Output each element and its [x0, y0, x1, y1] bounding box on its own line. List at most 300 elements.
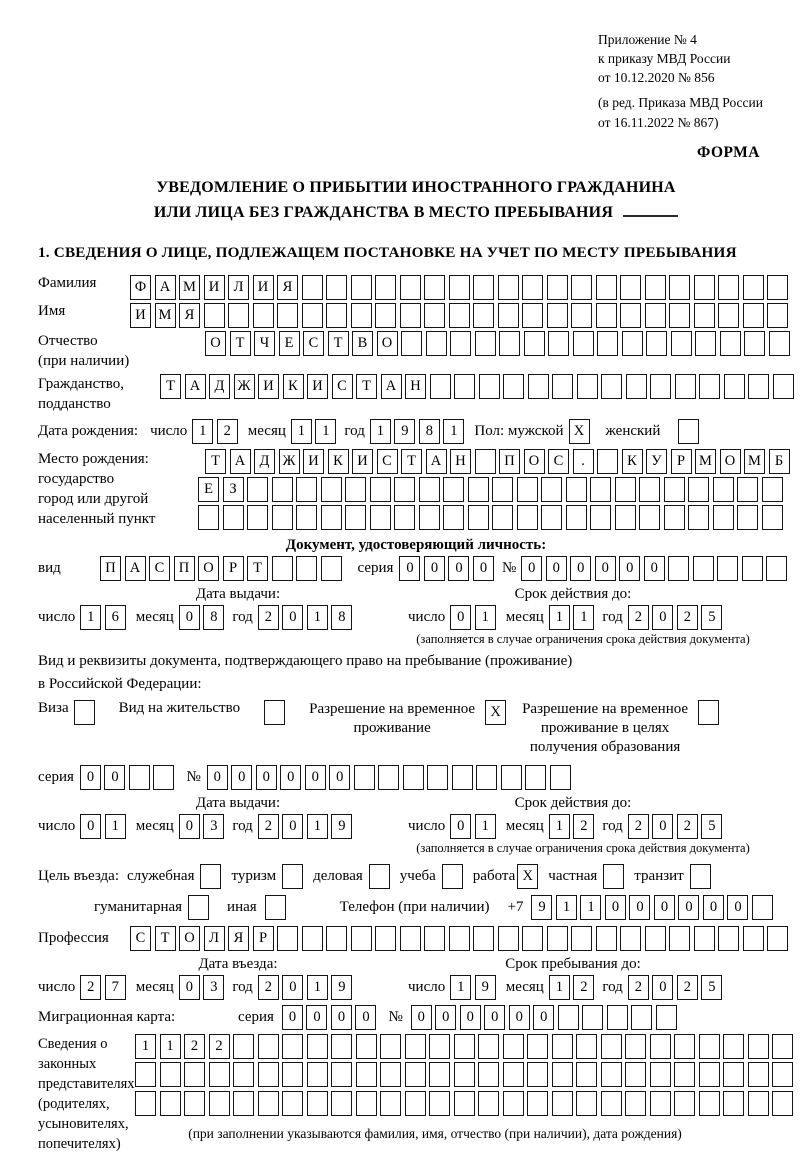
- char-cell[interactable]: [307, 1034, 328, 1059]
- char-cell[interactable]: [468, 477, 489, 502]
- char-cell[interactable]: [767, 926, 788, 951]
- char-cell[interactable]: [620, 926, 641, 951]
- char-cell[interactable]: [582, 1005, 603, 1030]
- char-cell[interactable]: [503, 374, 524, 399]
- char-cell[interactable]: [427, 765, 448, 790]
- char-cell[interactable]: [769, 331, 790, 356]
- char-cell[interactable]: 2: [628, 814, 649, 839]
- char-cell[interactable]: 2: [258, 605, 279, 630]
- char-cell[interactable]: [475, 449, 496, 474]
- char-cell[interactable]: [743, 303, 764, 328]
- char-cell[interactable]: П: [100, 556, 121, 581]
- char-cell[interactable]: 0: [546, 556, 567, 581]
- char-cell[interactable]: [674, 1091, 695, 1116]
- char-cell[interactable]: 1: [80, 605, 101, 630]
- char-cell[interactable]: 1: [307, 975, 328, 1000]
- char-cell[interactable]: С: [548, 449, 569, 474]
- char-cell[interactable]: [517, 505, 538, 530]
- char-cell[interactable]: [695, 331, 716, 356]
- char-cell[interactable]: А: [125, 556, 146, 581]
- char-cell[interactable]: [650, 1062, 671, 1087]
- char-cell[interactable]: 0: [282, 814, 303, 839]
- char-cell[interactable]: Т: [356, 374, 377, 399]
- char-cell[interactable]: [129, 765, 150, 790]
- char-cell[interactable]: 5: [701, 814, 722, 839]
- char-cell[interactable]: [694, 926, 715, 951]
- char-cell[interactable]: [479, 374, 500, 399]
- char-cell[interactable]: 0: [448, 556, 469, 581]
- char-cell[interactable]: [590, 505, 611, 530]
- char-cell[interactable]: [699, 1062, 720, 1087]
- char-cell[interactable]: 8: [331, 605, 352, 630]
- char-cell[interactable]: 1: [549, 605, 570, 630]
- char-cell[interactable]: 9: [531, 895, 552, 920]
- char-cell[interactable]: [419, 505, 440, 530]
- char-cell[interactable]: 9: [394, 419, 415, 444]
- char-cell[interactable]: [356, 1062, 377, 1087]
- char-cell[interactable]: 0: [484, 1005, 505, 1030]
- char-cell[interactable]: Я: [179, 303, 200, 328]
- char-cell[interactable]: [742, 556, 763, 581]
- char-cell[interactable]: [478, 1062, 499, 1087]
- char-cell[interactable]: [748, 1091, 769, 1116]
- char-cell[interactable]: 0: [424, 556, 445, 581]
- char-cell[interactable]: 0: [521, 556, 542, 581]
- char-cell[interactable]: [331, 1034, 352, 1059]
- char-cell[interactable]: [639, 477, 660, 502]
- char-cell[interactable]: О: [524, 449, 545, 474]
- char-cell[interactable]: [200, 864, 221, 889]
- char-cell[interactable]: [498, 275, 519, 300]
- char-cell[interactable]: Т: [401, 449, 422, 474]
- char-cell[interactable]: [548, 331, 569, 356]
- char-cell[interactable]: [378, 765, 399, 790]
- char-cell[interactable]: 0: [104, 765, 125, 790]
- char-cell[interactable]: [356, 1034, 377, 1059]
- char-cell[interactable]: [345, 505, 366, 530]
- char-cell[interactable]: К: [622, 449, 643, 474]
- char-cell[interactable]: [693, 556, 714, 581]
- char-cell[interactable]: [517, 477, 538, 502]
- char-cell[interactable]: [326, 303, 347, 328]
- char-cell[interactable]: М: [155, 303, 176, 328]
- char-cell[interactable]: 0: [652, 814, 673, 839]
- char-cell[interactable]: 2: [258, 814, 279, 839]
- char-cell[interactable]: Ж: [234, 374, 255, 399]
- char-cell[interactable]: [405, 1091, 426, 1116]
- char-cell[interactable]: [247, 505, 268, 530]
- char-cell[interactable]: 1: [135, 1034, 156, 1059]
- char-cell[interactable]: [743, 275, 764, 300]
- char-cell[interactable]: [522, 926, 543, 951]
- char-cell[interactable]: 0: [280, 765, 301, 790]
- char-cell[interactable]: [233, 1091, 254, 1116]
- char-cell[interactable]: 1: [105, 814, 126, 839]
- char-cell[interactable]: Т: [328, 331, 349, 356]
- char-cell[interactable]: [674, 1062, 695, 1087]
- char-cell[interactable]: [713, 505, 734, 530]
- char-cell[interactable]: 9: [331, 814, 352, 839]
- char-cell[interactable]: [724, 374, 745, 399]
- char-cell[interactable]: 1: [450, 975, 471, 1000]
- char-cell[interactable]: [452, 765, 473, 790]
- char-cell[interactable]: 0: [305, 765, 326, 790]
- char-cell[interactable]: [772, 1091, 793, 1116]
- char-cell[interactable]: [498, 926, 519, 951]
- char-cell[interactable]: М: [179, 275, 200, 300]
- char-cell[interactable]: [326, 275, 347, 300]
- char-cell[interactable]: 0: [652, 605, 673, 630]
- char-cell[interactable]: X: [485, 700, 506, 725]
- char-cell[interactable]: [405, 1034, 426, 1059]
- char-cell[interactable]: О: [179, 926, 200, 951]
- char-cell[interactable]: [454, 1091, 475, 1116]
- char-cell[interactable]: [566, 477, 587, 502]
- char-cell[interactable]: [571, 275, 592, 300]
- char-cell[interactable]: [253, 303, 274, 328]
- char-cell[interactable]: [380, 1034, 401, 1059]
- char-cell[interactable]: [547, 926, 568, 951]
- char-cell[interactable]: [370, 505, 391, 530]
- char-cell[interactable]: М: [744, 449, 765, 474]
- char-cell[interactable]: Е: [198, 477, 219, 502]
- char-cell[interactable]: [403, 765, 424, 790]
- char-cell[interactable]: [302, 926, 323, 951]
- char-cell[interactable]: Т: [155, 926, 176, 951]
- char-cell[interactable]: 1: [307, 814, 328, 839]
- char-cell[interactable]: [223, 505, 244, 530]
- char-cell[interactable]: [601, 1091, 622, 1116]
- char-cell[interactable]: [258, 1034, 279, 1059]
- char-cell[interactable]: 1: [549, 814, 570, 839]
- char-cell[interactable]: X: [517, 864, 538, 889]
- char-cell[interactable]: 2: [628, 605, 649, 630]
- char-cell[interactable]: С: [332, 374, 353, 399]
- char-cell[interactable]: [664, 505, 685, 530]
- char-cell[interactable]: [576, 1091, 597, 1116]
- char-cell[interactable]: [424, 275, 445, 300]
- char-cell[interactable]: [503, 1062, 524, 1087]
- char-cell[interactable]: [694, 303, 715, 328]
- char-cell[interactable]: [675, 374, 696, 399]
- char-cell[interactable]: Н: [405, 374, 426, 399]
- char-cell[interactable]: [369, 864, 390, 889]
- char-cell[interactable]: А: [381, 374, 402, 399]
- char-cell[interactable]: [688, 477, 709, 502]
- char-cell[interactable]: [650, 374, 671, 399]
- char-cell[interactable]: [405, 1062, 426, 1087]
- char-cell[interactable]: 6: [105, 605, 126, 630]
- char-cell[interactable]: [620, 275, 641, 300]
- char-cell[interactable]: [160, 1091, 181, 1116]
- char-cell[interactable]: [590, 477, 611, 502]
- char-cell[interactable]: 1: [573, 605, 594, 630]
- char-cell[interactable]: 1: [556, 895, 577, 920]
- char-cell[interactable]: [571, 926, 592, 951]
- char-cell[interactable]: [748, 374, 769, 399]
- char-cell[interactable]: В: [352, 331, 373, 356]
- char-cell[interactable]: [296, 556, 317, 581]
- char-cell[interactable]: [282, 1034, 303, 1059]
- char-cell[interactable]: [625, 1062, 646, 1087]
- char-cell[interactable]: 2: [258, 975, 279, 1000]
- char-cell[interactable]: [631, 1005, 652, 1030]
- char-cell[interactable]: [694, 275, 715, 300]
- char-cell[interactable]: [671, 331, 692, 356]
- char-cell[interactable]: [331, 1091, 352, 1116]
- char-cell[interactable]: [307, 1062, 328, 1087]
- char-cell[interactable]: [233, 1034, 254, 1059]
- char-cell[interactable]: [265, 895, 286, 920]
- char-cell[interactable]: [492, 505, 513, 530]
- char-cell[interactable]: 1: [315, 419, 336, 444]
- char-cell[interactable]: [492, 477, 513, 502]
- char-cell[interactable]: [498, 303, 519, 328]
- char-cell[interactable]: 2: [184, 1034, 205, 1059]
- char-cell[interactable]: [576, 1034, 597, 1059]
- char-cell[interactable]: 2: [209, 1034, 230, 1059]
- char-cell[interactable]: [767, 275, 788, 300]
- char-cell[interactable]: 9: [331, 975, 352, 1000]
- char-cell[interactable]: Р: [253, 926, 274, 951]
- char-cell[interactable]: [375, 275, 396, 300]
- char-cell[interactable]: М: [695, 449, 716, 474]
- char-cell[interactable]: [723, 1062, 744, 1087]
- char-cell[interactable]: [625, 1091, 646, 1116]
- char-cell[interactable]: [596, 303, 617, 328]
- char-cell[interactable]: [135, 1091, 156, 1116]
- char-cell[interactable]: [552, 1091, 573, 1116]
- char-cell[interactable]: [454, 1034, 475, 1059]
- char-cell[interactable]: [228, 303, 249, 328]
- char-cell[interactable]: [552, 1034, 573, 1059]
- char-cell[interactable]: 0: [652, 975, 673, 1000]
- char-cell[interactable]: [302, 275, 323, 300]
- char-cell[interactable]: 1: [370, 419, 391, 444]
- char-cell[interactable]: [650, 1034, 671, 1059]
- char-cell[interactable]: П: [499, 449, 520, 474]
- char-cell[interactable]: И: [130, 303, 151, 328]
- char-cell[interactable]: [135, 1062, 156, 1087]
- char-cell[interactable]: [547, 275, 568, 300]
- char-cell[interactable]: [499, 331, 520, 356]
- char-cell[interactable]: [424, 926, 445, 951]
- char-cell[interactable]: [160, 1062, 181, 1087]
- char-cell[interactable]: 1: [160, 1034, 181, 1059]
- char-cell[interactable]: П: [174, 556, 195, 581]
- char-cell[interactable]: [766, 556, 787, 581]
- char-cell[interactable]: [380, 1062, 401, 1087]
- char-cell[interactable]: Р: [671, 449, 692, 474]
- char-cell[interactable]: 8: [203, 605, 224, 630]
- char-cell[interactable]: [473, 275, 494, 300]
- char-cell[interactable]: [473, 303, 494, 328]
- char-cell[interactable]: [646, 331, 667, 356]
- char-cell[interactable]: [351, 926, 372, 951]
- char-cell[interactable]: [394, 477, 415, 502]
- char-cell[interactable]: [380, 1091, 401, 1116]
- char-cell[interactable]: [601, 1062, 622, 1087]
- char-cell[interactable]: [321, 477, 342, 502]
- char-cell[interactable]: 0: [179, 605, 200, 630]
- char-cell[interactable]: [718, 275, 739, 300]
- char-cell[interactable]: [209, 1062, 230, 1087]
- char-cell[interactable]: 0: [473, 556, 494, 581]
- char-cell[interactable]: 9: [475, 975, 496, 1000]
- char-cell[interactable]: [209, 1091, 230, 1116]
- char-cell[interactable]: 0: [435, 1005, 456, 1030]
- char-cell[interactable]: [656, 1005, 677, 1030]
- char-cell[interactable]: И: [303, 449, 324, 474]
- char-cell[interactable]: [503, 1091, 524, 1116]
- char-cell[interactable]: [601, 1034, 622, 1059]
- char-cell[interactable]: [430, 374, 451, 399]
- char-cell[interactable]: Т: [230, 331, 251, 356]
- char-cell[interactable]: И: [204, 275, 225, 300]
- char-cell[interactable]: О: [377, 331, 398, 356]
- char-cell[interactable]: [503, 1034, 524, 1059]
- char-cell[interactable]: [645, 275, 666, 300]
- char-cell[interactable]: [296, 505, 317, 530]
- char-cell[interactable]: 1: [192, 419, 213, 444]
- char-cell[interactable]: 1: [475, 605, 496, 630]
- char-cell[interactable]: 0: [231, 765, 252, 790]
- char-cell[interactable]: [541, 477, 562, 502]
- char-cell[interactable]: 1: [580, 895, 601, 920]
- char-cell[interactable]: 0: [727, 895, 748, 920]
- char-cell[interactable]: [478, 1091, 499, 1116]
- char-cell[interactable]: 0: [460, 1005, 481, 1030]
- char-cell[interactable]: [354, 765, 375, 790]
- char-cell[interactable]: 0: [256, 765, 277, 790]
- char-cell[interactable]: [678, 419, 699, 444]
- char-cell[interactable]: [522, 303, 543, 328]
- char-cell[interactable]: [566, 505, 587, 530]
- char-cell[interactable]: [527, 1091, 548, 1116]
- char-cell[interactable]: [639, 505, 660, 530]
- char-cell[interactable]: К: [328, 449, 349, 474]
- char-cell[interactable]: Р: [223, 556, 244, 581]
- char-cell[interactable]: [74, 700, 95, 725]
- char-cell[interactable]: 1: [307, 605, 328, 630]
- char-cell[interactable]: 5: [701, 975, 722, 1000]
- char-cell[interactable]: Ч: [254, 331, 275, 356]
- char-cell[interactable]: [525, 765, 546, 790]
- char-cell[interactable]: [473, 926, 494, 951]
- char-cell[interactable]: [626, 374, 647, 399]
- char-cell[interactable]: [699, 1034, 720, 1059]
- char-cell[interactable]: [450, 331, 471, 356]
- char-cell[interactable]: 0: [570, 556, 591, 581]
- char-cell[interactable]: 0: [605, 895, 626, 920]
- char-cell[interactable]: 0: [644, 556, 665, 581]
- char-cell[interactable]: [356, 1091, 377, 1116]
- char-cell[interactable]: [400, 275, 421, 300]
- char-cell[interactable]: [603, 864, 624, 889]
- char-cell[interactable]: [188, 895, 209, 920]
- char-cell[interactable]: [326, 926, 347, 951]
- char-cell[interactable]: [198, 505, 219, 530]
- char-cell[interactable]: А: [230, 449, 251, 474]
- char-cell[interactable]: [773, 374, 794, 399]
- char-cell[interactable]: [370, 477, 391, 502]
- char-cell[interactable]: [772, 1062, 793, 1087]
- char-cell[interactable]: [401, 331, 422, 356]
- char-cell[interactable]: [664, 477, 685, 502]
- char-cell[interactable]: Д: [254, 449, 275, 474]
- char-cell[interactable]: [443, 477, 464, 502]
- char-cell[interactable]: Н: [450, 449, 471, 474]
- char-cell[interactable]: [478, 1034, 499, 1059]
- char-cell[interactable]: [258, 1062, 279, 1087]
- char-cell[interactable]: [429, 1091, 450, 1116]
- char-cell[interactable]: [688, 505, 709, 530]
- char-cell[interactable]: [527, 1062, 548, 1087]
- char-cell[interactable]: [302, 303, 323, 328]
- char-cell[interactable]: 8: [419, 419, 440, 444]
- char-cell[interactable]: [645, 926, 666, 951]
- char-cell[interactable]: [282, 1062, 303, 1087]
- char-cell[interactable]: С: [149, 556, 170, 581]
- char-cell[interactable]: О: [198, 556, 219, 581]
- char-cell[interactable]: 0: [450, 605, 471, 630]
- char-cell[interactable]: [400, 926, 421, 951]
- char-cell[interactable]: Б: [769, 449, 790, 474]
- char-cell[interactable]: [625, 1034, 646, 1059]
- char-cell[interactable]: [596, 275, 617, 300]
- char-cell[interactable]: [762, 505, 783, 530]
- char-cell[interactable]: [718, 303, 739, 328]
- char-cell[interactable]: Д: [209, 374, 230, 399]
- char-cell[interactable]: 0: [207, 765, 228, 790]
- char-cell[interactable]: [429, 1034, 450, 1059]
- char-cell[interactable]: [419, 477, 440, 502]
- char-cell[interactable]: [717, 556, 738, 581]
- char-cell[interactable]: [669, 926, 690, 951]
- char-cell[interactable]: И: [258, 374, 279, 399]
- char-cell[interactable]: Л: [204, 926, 225, 951]
- char-cell[interactable]: [573, 331, 594, 356]
- char-cell[interactable]: 0: [399, 556, 420, 581]
- char-cell[interactable]: 0: [703, 895, 724, 920]
- char-cell[interactable]: [737, 477, 758, 502]
- char-cell[interactable]: [743, 926, 764, 951]
- char-cell[interactable]: З: [223, 477, 244, 502]
- char-cell[interactable]: [247, 477, 268, 502]
- char-cell[interactable]: [454, 1062, 475, 1087]
- char-cell[interactable]: [449, 303, 470, 328]
- char-cell[interactable]: [475, 331, 496, 356]
- char-cell[interactable]: [748, 1062, 769, 1087]
- char-cell[interactable]: [576, 1062, 597, 1087]
- char-cell[interactable]: 0: [329, 765, 350, 790]
- char-cell[interactable]: [400, 303, 421, 328]
- char-cell[interactable]: [669, 275, 690, 300]
- char-cell[interactable]: А: [155, 275, 176, 300]
- char-cell[interactable]: [752, 895, 773, 920]
- char-cell[interactable]: А: [185, 374, 206, 399]
- char-cell[interactable]: [272, 505, 293, 530]
- char-cell[interactable]: [723, 1034, 744, 1059]
- char-cell[interactable]: [233, 1062, 254, 1087]
- char-cell[interactable]: 2: [677, 814, 698, 839]
- char-cell[interactable]: А: [426, 449, 447, 474]
- char-cell[interactable]: [698, 700, 719, 725]
- char-cell[interactable]: [558, 1005, 579, 1030]
- char-cell[interactable]: [615, 505, 636, 530]
- char-cell[interactable]: [272, 556, 293, 581]
- char-cell[interactable]: 0: [509, 1005, 530, 1030]
